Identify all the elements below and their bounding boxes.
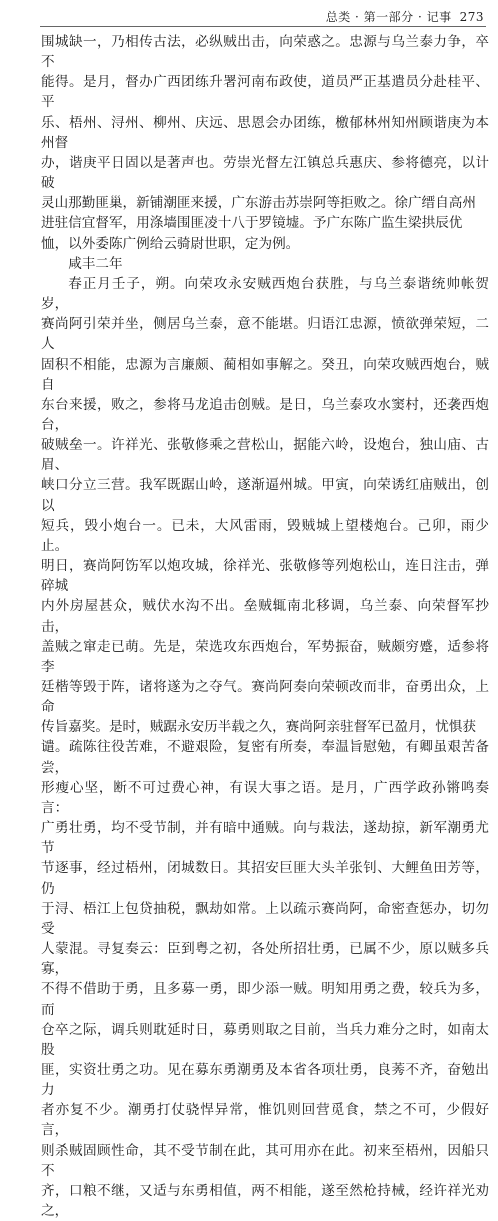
paragraph-2: 春正月壬子，朔。向荣攻永安贼西炮台获胜，与乌兰泰谐统帅帐贺岁， 赛尚阿引荣并坐，侧居乌兰泰，意不能堪。归语江忠源，愤欲弹荣短，二人 固积不相能，忠源为言廉颇、蔺相如事解之。癸丑，向荣攻贼西炮台，贼自 东台来援，败之，参将马龙追击创贼。是日，乌兰泰攻水窦村，还袭西炮台， 破贼垒一。许祥光、张敬修乘之营松山，据能六岭，设炮台，独山庙、古眉、 峡口分立三营。我军既踞山岭，遂渐逼州城。甲寅，向荣诱红庙贼出，创以 短兵，毁小炮台一。已未，大风雷雨，毁贼城上望楼炮台。己卯，雨少止。 明日，赛尚阿饬军以炮攻城，徐祥光、张敬修等列炮松山，连日注击，弹碎城 内外房屋甚众，贼伏水沟不出。垒贼辄南北移调，乌兰泰、向荣督军抄击， 盖贼之窜走已萌。先是，荣选攻东西炮台，军势振奋，贼颇穷蹙，适参将李 廷楷等毁于阵，诸将遂为之夺气。赛尚阿奏向荣顿改而非，奋勇出众，上命 传旨嘉奖。是时，贼踞永安历半载之久，赛尚阿亲驻督军已盈月，忧惧获 谴。疏陈往役苦难，不避艰险，复密有所奏，奉温旨慰勉，有卿虽艰苦备尝， 形瘦心坚，断不可过费心神，有误大事之语。是月，广西学政孙锵鸣奏言： 广勇壮勇，均不受节制，并有暗中通贼。向与栽法，遂劫掠，新军潮勇尤节 节逐事，经过梧州，闭城数日。其招安巨匪大头羊张钊、大鲤鱼田芳等，仍 于浔、梧江上包贷抽税，飘劫如常。上以疏示赛尚阿，命密查惩办，切勿受 人蒙混。寻复奏云：臣到粤之初，各处所招壮勇，已属不少，原以贼多兵寡， 不得不借助于勇，且多募一勇，即少添一贼。明知用勇之费，较兵为多，而 仓卒之际，调兵则耽延时日，募勇则取之目前，当兵力难分之时，如南太股 匪，实资壮勇之功。见在募东勇潮勇及本省各项壮勇，良莠不齐，奋勉出力 者亦复不少。潮勇打仗骁悍异常，惟饥则回营觅食，禁之不可，少假好言， 则杀贼固顾性命，其不受节制在此，其可用亦在此。初来至梧州，因船只不 齐，口粮不继，又适与东勇相值，两不相能，遂至然枪持械，经许祥光劝之， — [41, 275, 489, 1220]
year-heading: 咸丰二年 — [68, 255, 123, 272]
paragraph-1: 围城缺一，乃相传古法，必纵贼出击，向荣惑之。忠源与乌兰泰力争，卒不 能得。是月，督办广西团练升署河南布政使，道员严正基遣员分赴桂平、平 乐、梧州、浔州、柳州、庆远、思恩会办团练，檄郁林州知州顾谐庚为本州督 办，谐庚平日固以是著声也。劳崇光督左江镇总兵惠庆、参将德亮，以计破 灵山那勤匪巢，新铺潮匪来援，广东游击苏崇阿等拒败之。徐广缙自高州 进驻信宜督军，用涤墙围匪凌十八于罗镜墟。予广东陈广监生梁拱辰优 恤，以外委陈广例给云骑尉世职，定为例。 — [41, 34, 489, 252]
page-header — [326, 8, 484, 25]
header-rule — [40, 26, 486, 27]
running-title: 总类 · 第一部分 · 记事 — [325, 10, 452, 24]
body-text — [41, 32, 489, 1221]
page-number: 273 — [459, 10, 484, 24]
